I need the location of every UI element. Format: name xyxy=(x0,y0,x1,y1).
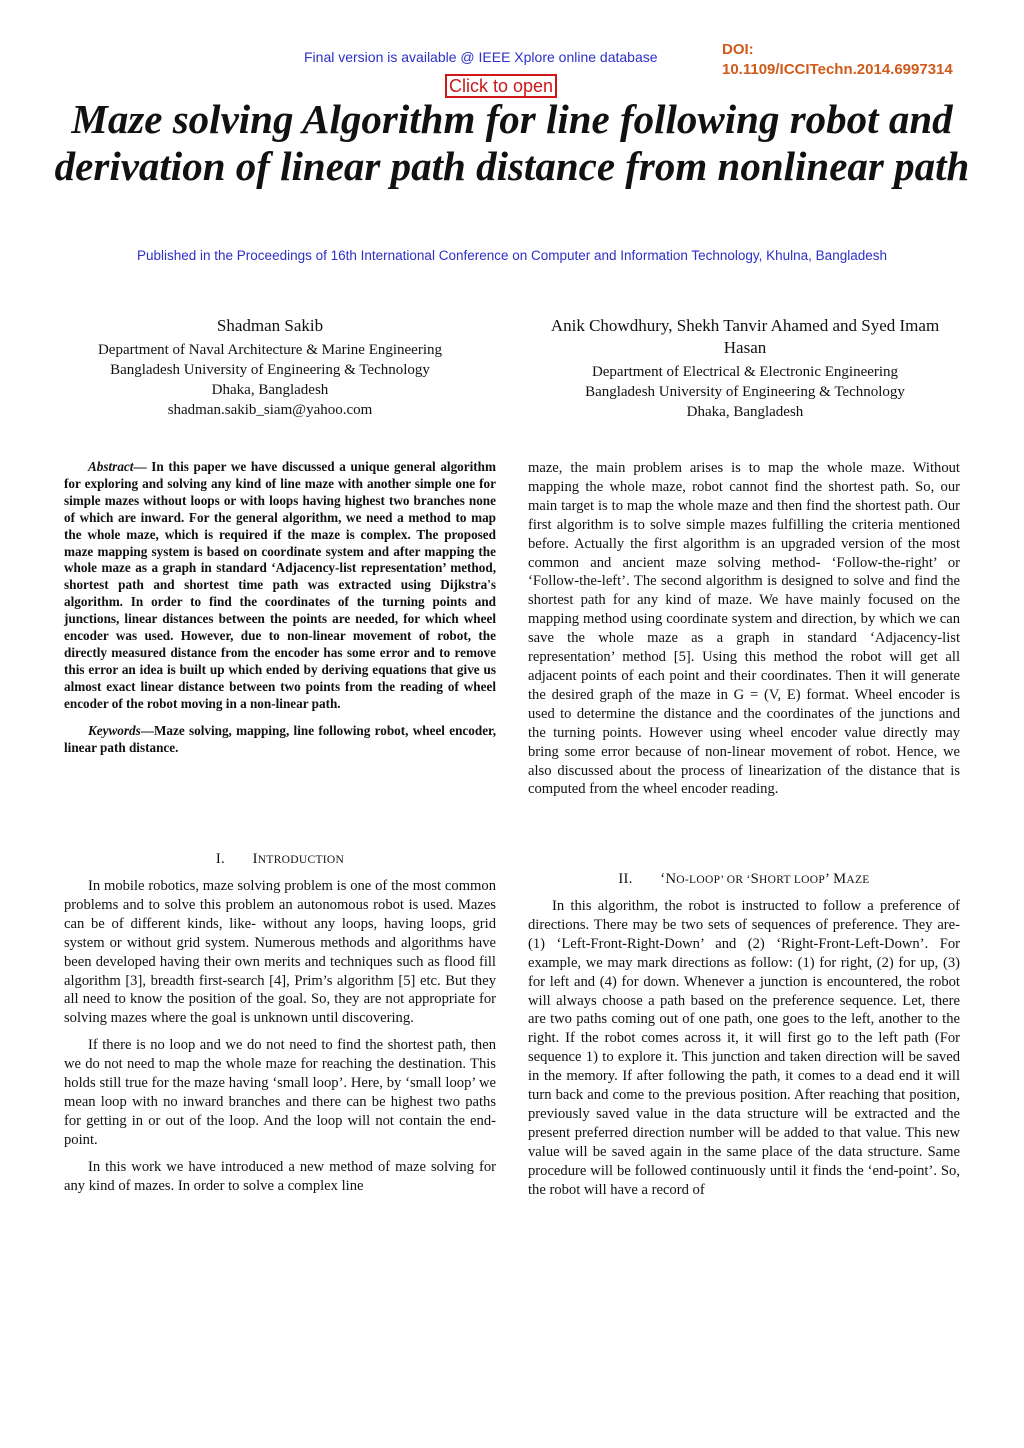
abstract-section xyxy=(64,459,496,766)
doi-label: DOI: xyxy=(722,41,754,58)
section-number: II. xyxy=(618,871,633,887)
author-university: Bangladesh University of Engineering & Technology xyxy=(585,384,905,400)
final-version-notice: Final version is available @ IEEE Xplore online database xyxy=(304,49,658,65)
author-name: Anik Chowdhury, Shekh Tanvir Ahamed and Syed Imam Hasan xyxy=(550,316,940,357)
section-2-paragraph: In this algorithm, the robot is instructed to follow a preference of directions. There may be two sets of sequences of preference. They are- (1) ‘Left-Front-Right-Down’ and (2) ‘Right-Front-Left-Down’. For example, we may mark directions as follow: (1) for right, (2) for up, (3) for left and (4) for down. Whenever a junction is encountered, the robot will always choose a path based on the preference sequence. Let, there are two paths coming out of one path, one goes to the left, another to the right. If the robot comes across it, it will first go to the left path (For sequence 1) to explore it. This junction and taken direction will be saved in the memory. If after following the path, it comes to a dead end it will turn back and come to the previous position. After reaching that position, previously saved value in the data structure will be extracted and the present preferred direction number will be added to that value. This new value will be saved again in the same place of the data structure. Same procedure will be followed continuously until it finds the ‘end-point’. So, the robot will have a record of xyxy=(528,898,960,1198)
intro-paragraph-2: If there is no loop and we do not need to find the shortest path, then we do not need to map the whole maze for reaching the destination. This holds still true for the maze having ‘small loop’. Here, by ‘small loop’ we mean loop with no inward branches and there can be highest two paths for getting in or out of the loop. And the loop will not contain the end-point. xyxy=(64,1037,496,1148)
author-name: Shadman Sakib xyxy=(216,316,324,335)
heading-part-1-rest: O-LOOP xyxy=(676,874,721,886)
doi-block xyxy=(722,40,953,80)
section-title-initial: I xyxy=(252,851,258,867)
doi-value[interactable]: 10.1109/ICCITechn.2014.6997314 xyxy=(722,61,953,78)
continuation-paragraph: maze, the main problem arises is to map the whole maze. Without mapping the whole maze, robot cannot find the shortest path. So, our main target is to map the whole maze and then find the shortest path. Our first algorithm is to solve simple mazes fulfilling the criteria mentioned before. Actually the first algorithm is an upgraded version of the most common and ancient maze solving method- ‘Follow-the-right’ or ‘Follow-the-left’. The second algorithm is designed to solve and find the shortest path for any kind of maze. We have mainly focused on the mapping method using coordinate system and direction, by which we can save the whole maze as a graph in standard ‘Adjacency-list representation’ method [5]. Using this method the robot will get all adjacent points of each point and their coordinates. Then it will generate the desired graph of the maze in G = (V, E) format. Wheel encoder is used to determine the distance and the coordinates of the junctions and the turning points. However using wheel encoder value directly may bring some error because of non-linear movement of robot. Hence, we also discussed about the process of linearization of the distance that is computed from the wheel encoder reading. xyxy=(528,460,960,798)
section-title-rest: NTRODUCTION xyxy=(257,854,345,866)
section-heading-no-loop xyxy=(528,871,960,888)
abstract-label: Abstract xyxy=(88,459,134,474)
heading-part-4: ’ M xyxy=(825,871,847,887)
keywords-text: —Maze solving, mapping, line following robot, wheel encoder, linear path distance. xyxy=(64,722,496,755)
intro-paragraph-3: In this work we have introduced a new method of maze solving for any kind of mazes. In order to solve a complex line xyxy=(64,1158,496,1194)
keywords-label: Keywords xyxy=(88,722,141,738)
author-affiliation: Department of Electrical & Electronic Engineering xyxy=(591,364,899,380)
heading-part-2: ’ OR ‘ xyxy=(720,874,751,886)
paper-title: Maze solving Algorithm for line following robot and derivation of linear path distance from nonlinear path xyxy=(54,96,970,189)
intro-paragraph-1: In mobile robotics, maze solving problem is one of the most common problems and to solve this problem an autonomous robot is used. Mazes can be of different kinds, like- without any loops, having loops, grid system or without grid system. Numerous methods and algorithms have been developed having their own merits and techniques such as flood fill algorithm [3], breadth first-search [4], Prim’s algorithm [5] etc. But they all need to know the position of the goal. So, they are not appropriate for solving mazes where the goal is unknown until discovering. xyxy=(64,878,496,1027)
author-email[interactable]: shadman.sakib_siam@yahoo.com xyxy=(167,402,373,418)
section-number: I. xyxy=(215,851,225,867)
section-heading-introduction xyxy=(64,851,496,868)
heading-part-1: ‘N xyxy=(660,871,677,887)
author-block-2 xyxy=(535,315,955,422)
author-block-1 xyxy=(60,315,480,420)
right-column-continuation xyxy=(528,459,960,807)
author-university: Bangladesh University of Engineering & Technology xyxy=(110,362,430,378)
introduction-body xyxy=(64,877,496,1204)
heading-part-4-rest: AZE xyxy=(846,874,870,886)
author-city: Dhaka, Bangladesh xyxy=(211,382,329,398)
keywords-paragraph xyxy=(64,723,496,757)
heading-part-3-rest: HORT LOOP xyxy=(759,874,826,886)
section-2-body xyxy=(528,897,960,1208)
abstract-text: — In this paper we have discussed a unique general algorithm for exploring and solving any kind of line maze with another simple one for simple mazes without loops or with loops having highest two branches none of which are inward. For the general algorithm, we need a method to map the whole maze, which is required if the maze is complex. The proposed maze mapping system is based on coordinate system and after mapping the whole maze as a graph in standard ‘Adjacency-list representation’ method, shortest path and shortest time path was extracted using Dijkstra's algorithm. In order to find the coordinates of the turning points and junctions, linear distances between the points are needed, for which wheel encoder was used. However, due to non-linear movement of robot, the directly measured distance from the encoder has some error and to remove this error an idea is built up which ended by deriving equations that give us almost exact linear distance between two points from the reading of wheel encoder of the robot moving in a non-linear path. xyxy=(64,459,496,711)
author-city: Dhaka, Bangladesh xyxy=(686,404,804,420)
click-to-open-link[interactable]: Click to open xyxy=(445,74,557,98)
author-affiliation: Department of Naval Architecture & Marine Engineering xyxy=(97,342,443,358)
heading-part-3: S xyxy=(750,871,760,887)
published-in: Published in the Proceedings of 16th International Conference on Computer and Information Technology, Khulna, Bangladesh xyxy=(136,248,887,263)
abstract-paragraph xyxy=(64,459,496,713)
